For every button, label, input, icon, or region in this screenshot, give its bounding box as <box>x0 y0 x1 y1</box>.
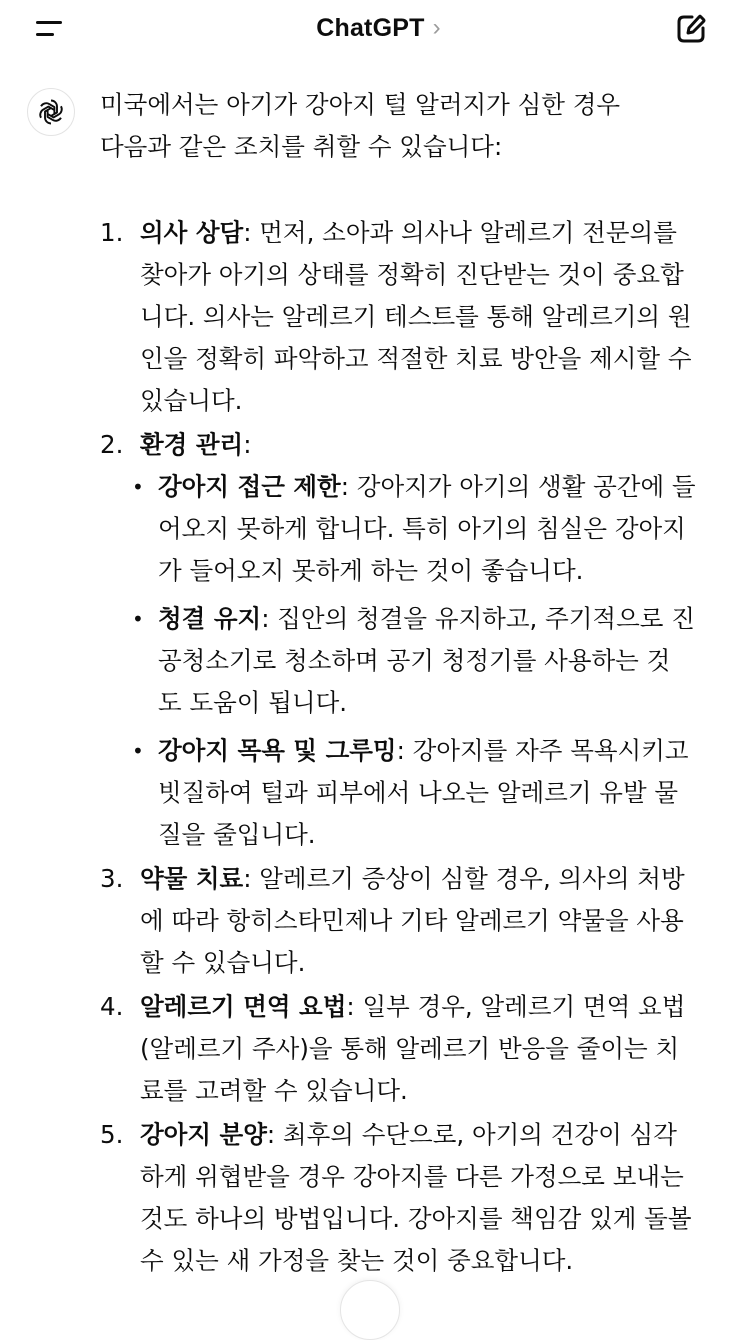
item-heading: 약물 치료 <box>140 864 244 893</box>
top-bar <box>0 0 743 62</box>
item-heading: 환경 관리 <box>140 430 244 459</box>
list-line: 료를 고려할 수 있습니다. <box>140 1076 408 1105</box>
list-line: 있습니다. <box>140 386 243 415</box>
bullet-line: 공청소기로 청소하며 공기 청정기를 사용하는 것 <box>158 646 671 675</box>
list-line <box>140 1114 710 1156</box>
bullet-line: 도 도움이 됩니다. <box>158 688 348 717</box>
item-heading: 강아지 분양 <box>140 1120 267 1149</box>
list-line: 니다. 의사는 알레르기 테스트를 통해 알레르기의 원 <box>140 302 692 331</box>
item-text: : 먼저, 소아과 의사나 알레르기 전문의를 <box>243 218 677 247</box>
intro-line: 다음과 같은 조치를 취할 수 있습니다: <box>100 132 503 161</box>
message-intro <box>100 84 710 168</box>
openai-logo-icon <box>36 97 66 127</box>
list-item <box>100 986 710 1112</box>
item-text: : 최후의 수단으로, 아기의 건강이 심각 <box>266 1120 677 1149</box>
bullet-dot: • <box>132 739 144 763</box>
list-line <box>140 858 710 900</box>
bullet-item <box>132 598 710 730</box>
list-line <box>140 212 710 254</box>
model-selector-button[interactable] <box>302 10 441 46</box>
bullet-line <box>158 466 710 508</box>
bullet-heading: 청결 유지 <box>158 604 262 633</box>
item-heading: 의사 상담 <box>140 218 244 247</box>
list-item <box>100 424 710 856</box>
list-item <box>100 212 710 422</box>
list-number: 4. <box>100 992 124 1021</box>
list-line: 할 수 있습니다. <box>140 948 306 977</box>
list-line: 수 있는 새 가정을 찾는 것이 중요합니다. <box>140 1246 574 1275</box>
bullet-list <box>132 466 710 856</box>
chevron-right-icon: › <box>432 14 441 41</box>
list-line: 것도 하나의 방법입니다. 강아지를 책임감 있게 돌볼 <box>140 1204 692 1233</box>
bullet-item <box>132 466 710 598</box>
list-line <box>140 986 710 1028</box>
list-item <box>100 858 710 984</box>
bullet-line <box>158 598 710 640</box>
title-container <box>0 10 743 46</box>
list-line: 찾아가 아기의 상태를 정확히 진단받는 것이 중요합 <box>140 260 684 289</box>
bullet-heading: 강아지 목욕 및 그루밍 <box>158 736 397 765</box>
new-chat-icon[interactable] <box>672 10 710 48</box>
list-number: 2. <box>100 430 124 459</box>
bullet-line: 빗질하여 털과 피부에서 나오는 알레르기 유발 물 <box>158 778 679 807</box>
item-text: : 일부 경우, 알레르기 면역 요법 <box>346 992 686 1021</box>
list-number: 1. <box>100 218 124 247</box>
bullet-heading: 강아지 접근 제한 <box>158 472 341 501</box>
bullet-dot: • <box>132 475 144 499</box>
list-line: 인을 정확히 파악하고 적절한 치료 방안을 제시할 수 <box>140 344 692 373</box>
app-title: ChatGPT <box>316 14 425 42</box>
list-item <box>100 1114 710 1282</box>
numbered-list <box>100 212 710 1282</box>
item-text: : <box>243 430 252 459</box>
list-line: 에 따라 항히스타민제나 기타 알레르기 약물을 사용 <box>140 906 684 935</box>
list-line <box>140 424 710 466</box>
list-number: 5. <box>100 1120 124 1149</box>
assistant-message <box>100 84 710 1284</box>
bullet-text: : 강아지가 아기의 생활 공간에 들 <box>340 472 696 501</box>
list-line: (알레르기 주사)을 통해 알레르기 반응을 줄이는 치 <box>140 1034 680 1063</box>
assistant-avatar <box>27 88 75 136</box>
bullet-line <box>158 730 710 772</box>
bullet-line: 질을 줄입니다. <box>158 820 316 849</box>
list-line: 하게 위협받을 경우 강아지를 다른 가정으로 보내는 <box>140 1162 684 1191</box>
bullet-text: : 강아지를 자주 목욕시키고 <box>396 736 689 765</box>
bullet-text: : 집안의 청결을 유지하고, 주기적으로 진 <box>261 604 695 633</box>
bullet-line: 어오지 못하게 합니다. 특히 아기의 침실은 강아지 <box>158 514 686 543</box>
new-chat-icon-glyph <box>672 10 710 48</box>
scroll-down-button[interactable] <box>340 1280 400 1340</box>
bullet-item <box>132 730 710 856</box>
bullet-dot: • <box>132 607 144 631</box>
list-number: 3. <box>100 864 124 893</box>
bullet-line: 가 들어오지 못하게 하는 것이 좋습니다. <box>158 556 584 585</box>
intro-line: 미국에서는 아기가 강아지 털 알러지가 심한 경우 <box>100 90 621 119</box>
item-text: : 알레르기 증상이 심할 경우, 의사의 처방 <box>243 864 685 893</box>
item-heading: 알레르기 면역 요법 <box>140 992 347 1021</box>
